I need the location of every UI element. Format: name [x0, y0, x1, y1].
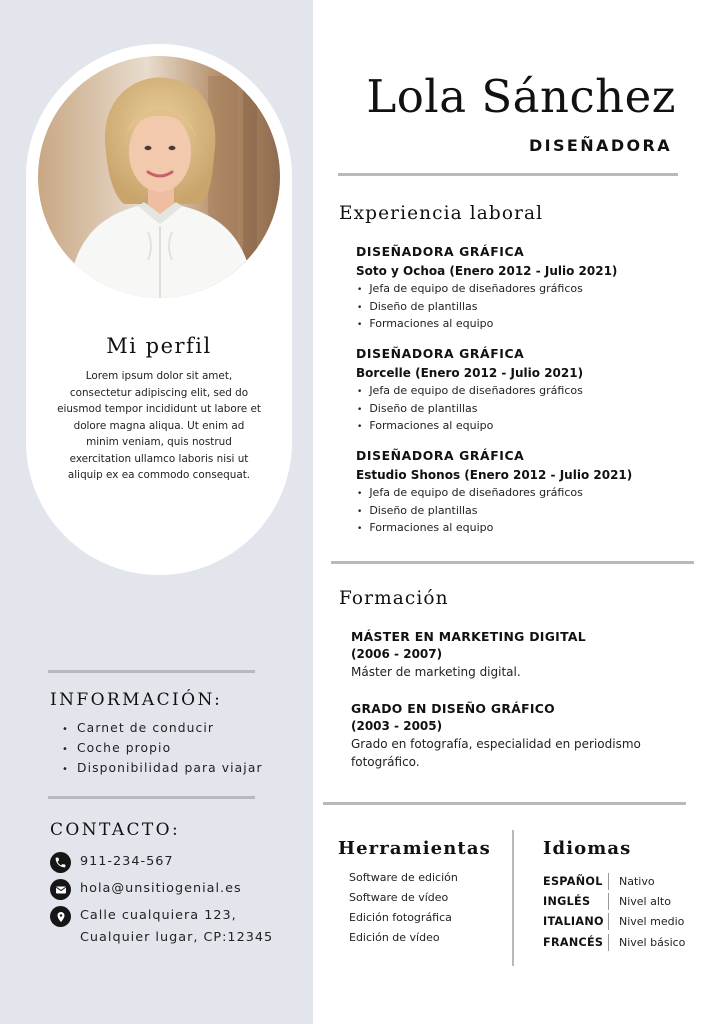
job-entry	[356, 345, 696, 436]
person-name: Lola Sánchez	[366, 70, 676, 123]
job-company: Soto y Ochoa (Enero 2012 - Julio 2021)	[356, 264, 618, 278]
contact-address	[50, 906, 273, 949]
contact-title: CONTACTO:	[50, 820, 181, 840]
languages-list	[543, 871, 685, 952]
location-pin-icon	[50, 906, 71, 927]
language-row	[543, 932, 685, 952]
list-item: • Diseño de plantillas	[357, 503, 696, 521]
job-entry	[356, 447, 696, 538]
job-company: Estudio Shonos (Enero 2012 - Julio 2021)	[356, 468, 633, 482]
information-title: INFORMACIÓN:	[50, 690, 223, 710]
sidebar-divider	[48, 796, 255, 799]
language-level: Nivel básico	[619, 935, 686, 949]
job-bullets	[357, 485, 696, 538]
list-item: • Jefa de equipo de diseñadores gráficos	[357, 281, 696, 299]
list-item: • Diseño de plantillas	[357, 401, 696, 419]
language-separator	[608, 873, 609, 890]
profile-text: Lorem ipsum dolor sit amet, consectetur adipiscing elit, sed do eiusmod tempor incididunt ut labore et dolore magna aliqua. Ut enim ad minim veniam, quis nostrud exercitation ullamco laboris nisi ut aliquip ex ea commodo consequat.	[57, 370, 261, 481]
education-degree: MÁSTER EN MARKETING DIGITAL	[351, 629, 586, 644]
list-item: • Diseño de plantillas	[357, 299, 696, 317]
person-role: DISEÑADORA	[528, 136, 672, 155]
language-row	[543, 871, 685, 891]
sidebar-divider	[48, 670, 255, 673]
language-separator	[608, 913, 609, 930]
list-item: Edición fotográfica	[349, 911, 452, 924]
tools-title: Herramientas	[338, 838, 491, 859]
list-item: Edición de vídeo	[349, 931, 440, 944]
job-company: Borcelle (Enero 2012 - Julio 2021)	[356, 366, 584, 380]
education-years: (2003 - 2005)	[351, 719, 443, 733]
languages-title: Idiomas	[543, 838, 632, 859]
section-divider	[331, 561, 694, 564]
language-level: Nivel medio	[619, 915, 685, 929]
list-item: Software de edición	[349, 871, 458, 884]
address-text: Calle cualquiera 123, Cualquier lugar, CP:12345	[80, 908, 274, 945]
phone-icon	[50, 852, 71, 873]
language-level: Nivel alto	[619, 894, 671, 908]
information-list	[62, 719, 263, 779]
contact-email	[50, 879, 242, 900]
list-item: • Formaciones al equipo	[357, 418, 696, 436]
education-title: Formación	[339, 588, 449, 609]
education-entry	[351, 628, 681, 681]
job-title: DISEÑADORA GRÁFICA	[356, 448, 525, 463]
job-entry	[356, 243, 696, 334]
profile-photo	[38, 56, 280, 298]
language-name: ITALIANO	[543, 915, 604, 929]
list-item: • Jefa de equipo de diseñadores gráficos	[357, 383, 696, 401]
section-divider	[323, 802, 686, 805]
list-item: Software de vídeo	[349, 891, 449, 904]
language-separator	[608, 893, 609, 910]
job-title: DISEÑADORA GRÁFICA	[356, 346, 525, 361]
education-description: Máster de marketing digital.	[351, 665, 521, 679]
column-divider	[512, 830, 514, 966]
job-title: DISEÑADORA GRÁFICA	[356, 244, 525, 259]
language-name: ESPAÑOL	[543, 874, 603, 888]
education-years: (2006 - 2007)	[351, 647, 443, 661]
list-item: • Disponibilidad para viajar	[62, 759, 263, 779]
header-divider	[338, 173, 678, 176]
language-separator	[608, 934, 609, 951]
email-address: hola@unsitiogenial.es	[80, 881, 242, 896]
language-level: Nativo	[619, 874, 655, 888]
list-item: • Formaciones al equipo	[357, 316, 696, 334]
profile-title: Mi perfil	[106, 334, 212, 358]
education-entry	[351, 700, 681, 771]
list-item: • Formaciones al equipo	[357, 520, 696, 538]
contact-phone	[50, 852, 174, 873]
language-row	[543, 912, 685, 932]
experience-title: Experiencia laboral	[339, 203, 544, 224]
education-degree: GRADO EN DISEÑO GRÁFICO	[351, 701, 555, 716]
list-item: • Jefa de equipo de diseñadores gráficos	[357, 485, 696, 503]
phone-number: 911-234-567	[80, 854, 174, 869]
list-item: • Carnet de conducir	[62, 719, 263, 739]
language-name: FRANCÉS	[543, 935, 604, 949]
language-name: INGLÉS	[543, 894, 591, 908]
language-row	[543, 891, 685, 911]
tools-list	[349, 868, 458, 948]
job-bullets	[357, 281, 696, 334]
job-bullets	[357, 383, 696, 436]
education-description: Grado en fotografía, especialidad en periodismo fotográfico.	[351, 737, 641, 769]
list-item: • Coche propio	[62, 739, 263, 759]
mail-icon	[50, 879, 71, 900]
